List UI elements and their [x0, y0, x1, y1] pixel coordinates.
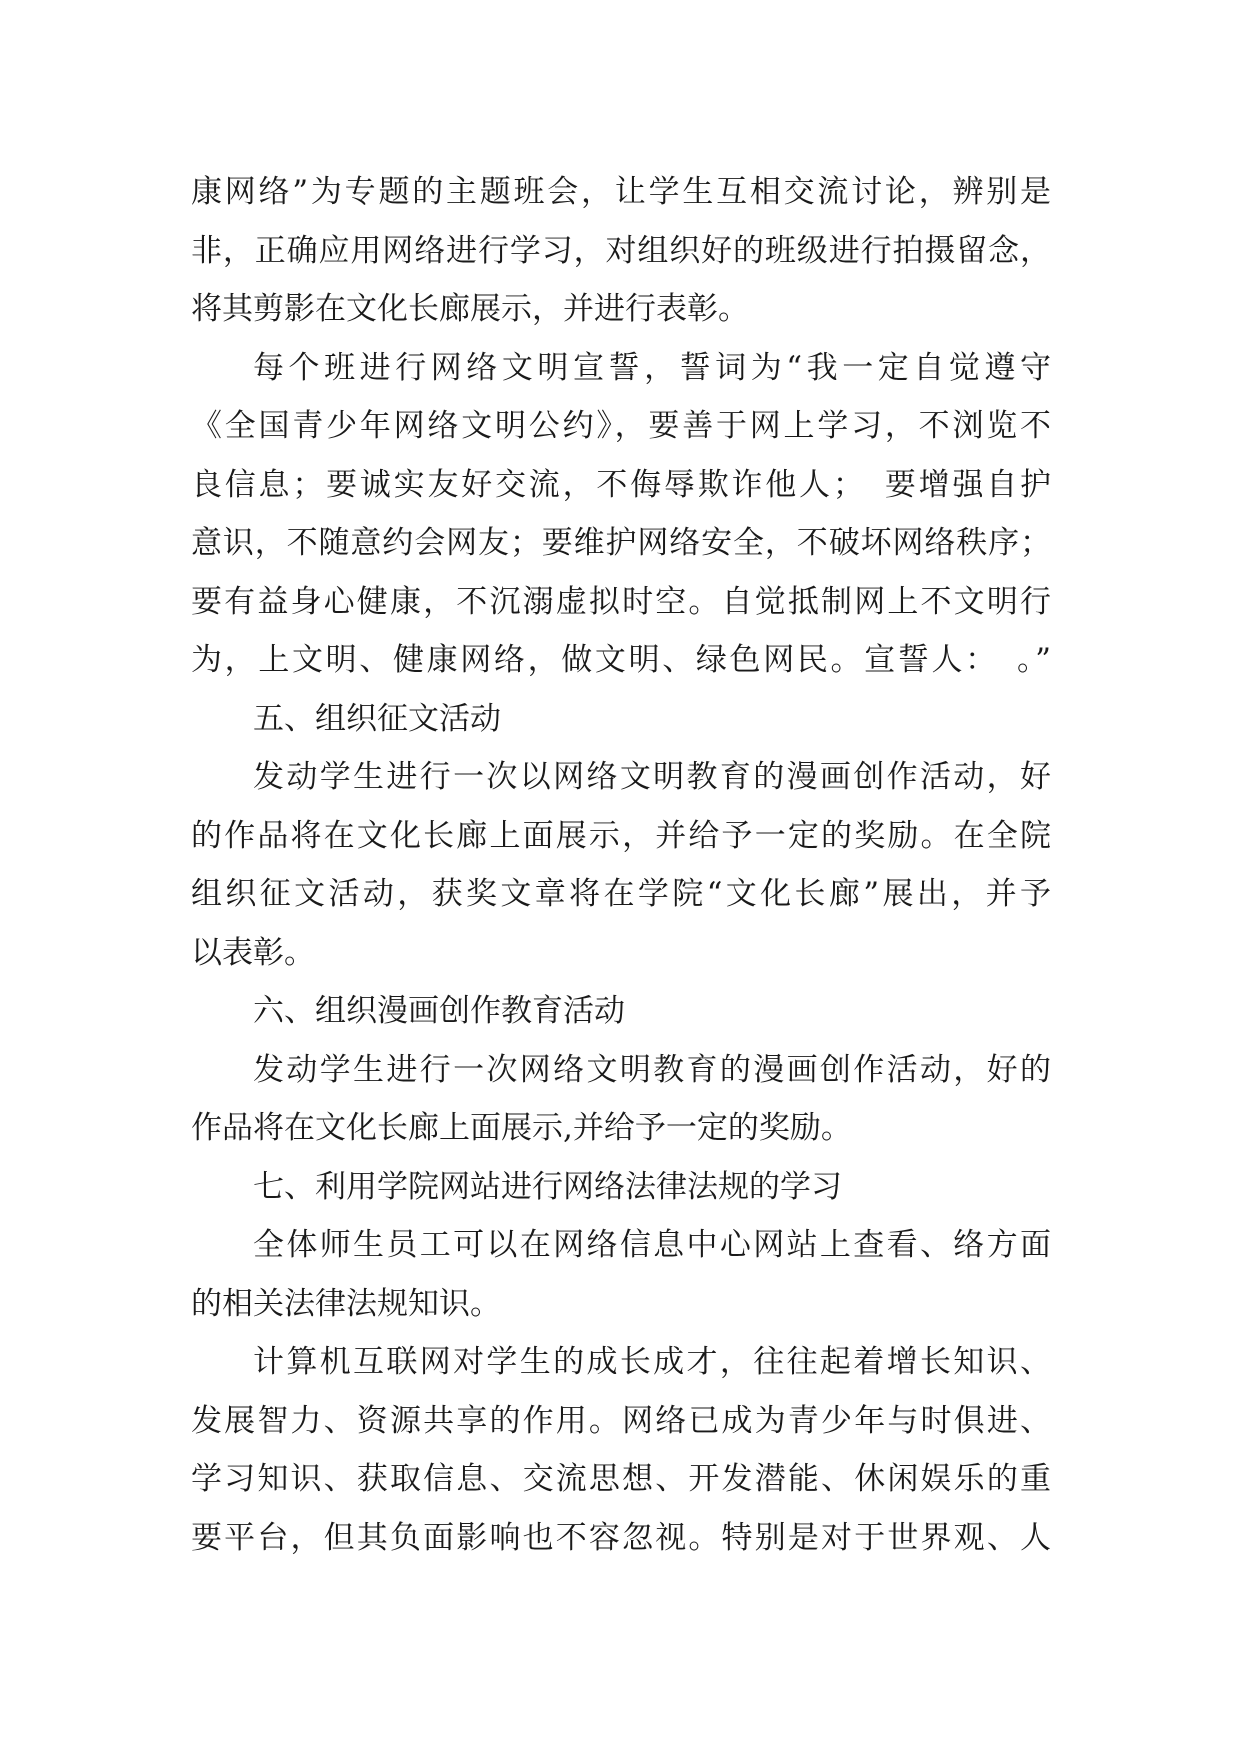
body-text-line: 《全国青少年网络文明公约》，要善于网上学习，不浏览不: [191, 408, 1051, 444]
section-heading: 五、组织征文活动: [253, 700, 501, 737]
paragraph-first-line: 发动学生进行一次网络文明教育的漫画创作活动，好的: [253, 1051, 1051, 1088]
paragraph-first-line: 全体师生员工可以在网络信息中心网站上查看、络方面: [253, 1227, 1051, 1263]
body-text-line: 要有益身心健康，不沉溺虚拟时空。自觉抵制网上不文明行: [191, 583, 1051, 620]
body-text-line: 良信息；要诚实友好交流，不侮辱欺诈他人； 要增强自护: [191, 466, 1051, 503]
body-text-line: 将其剪影在文化长廊展示，并进行表彰。: [191, 291, 749, 327]
body-text-line: 作品将在文化长廊上面展示,并给予一定的奖励。: [191, 1110, 852, 1146]
body-text-line: 组织征文活动，获奖文章将在学院“文化长廊”展出，并予: [191, 876, 1051, 912]
body-text-line: 学习知识、获取信息、交流思想、开发潜能、休闲娱乐的重: [191, 1461, 1051, 1497]
body-text-line: 要平台，但其负面影响也不容忽视。特别是对于世界观、人: [191, 1519, 1051, 1556]
body-text-line: 以表彰。: [191, 934, 315, 971]
paragraph-first-line: 发动学生进行一次以网络文明教育的漫画创作活动，好: [253, 759, 1051, 795]
body-text-line: 意识，不随意约会网友；要维护网络安全，不破坏网络秩序；: [191, 525, 1051, 561]
section-heading: 七、利用学院网站进行网络法律法规的学习: [253, 1168, 842, 1205]
body-text-line: 非，正确应用网络进行学习，对组织好的班级进行拍摄留念，: [191, 232, 1051, 269]
section-heading: 六、组织漫画创作教育活动: [253, 993, 625, 1029]
body-text-line: 的作品将在文化长廊上面展示，并给予一定的奖励。在全院: [191, 817, 1051, 854]
body-text-line: 的相关法律法规知识。: [191, 1285, 501, 1322]
paragraph-first-line: 每个班进行网络文明宣誓，誓词为“我一定自觉遵守: [253, 349, 1051, 386]
body-text-line: 为，上文明、健康网络，做文明、绿色网民。宣誓人： 。”: [191, 642, 1051, 678]
body-text-line: 发展智力、资源共享的作用。网络已成为青少年与时俱进、: [191, 1402, 1051, 1439]
paragraph-first-line: 计算机互联网对学生的成长成才，往往起着增长知识、: [253, 1344, 1051, 1380]
body-text-line: 康网络”为专题的主题班会，让学生互相交流讨论，辨别是: [191, 174, 1051, 210]
document-body: [191, 163, 1051, 1567]
